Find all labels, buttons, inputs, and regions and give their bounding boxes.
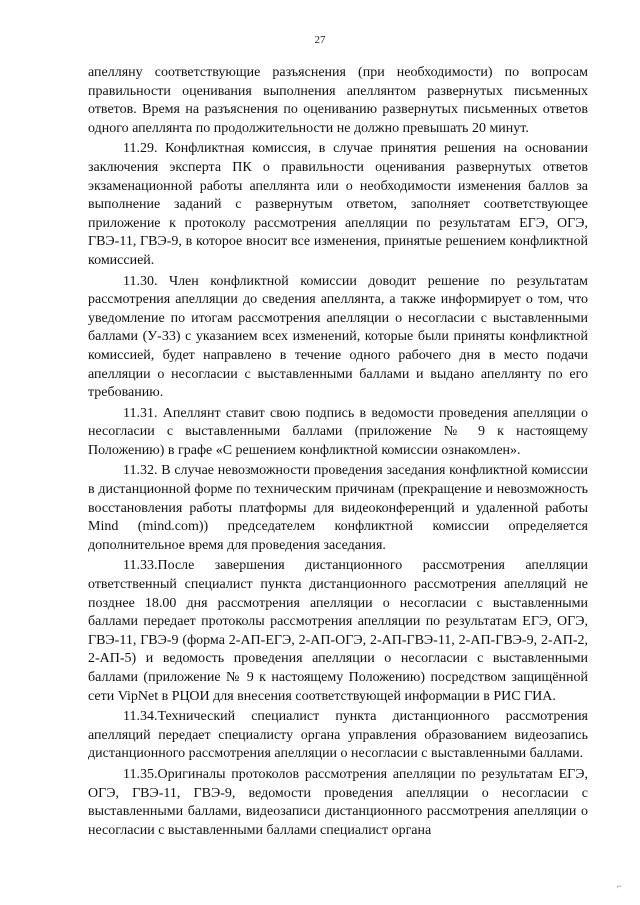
paragraph-11-29: 11.29. Конфликтная комиссия, в случае принятия решения на основании заключения эксперта ПК о правильности оценивания развернутых ответов экзаменационной работы апеллянта или о необходимости изменения баллов за выполнение заданий с развернутым ответом, заполняет соответствующее приложение к протоколу рассмотрения апелляции по результатам ЕГЭ, ОГЭ, ГВЭ-11, ГВЭ-9, в которое вносит все изменения, принятые решением конфликтной комиссией. <box>88 141 588 268</box>
paragraph-11-32: 11.32. В случае невозможности проведения заседания конфликтной комиссии в дистанционной форме по техническим причинам (прекращение и невозможность восстановления работы платформы для видеоконференций и удаленной работы Mind (mind.com)) председателем конфликтной комиссии определяется дополнительное время для проведения заседания. <box>88 463 588 553</box>
document-body <box>88 64 588 840</box>
page-number: 27 <box>314 34 326 46</box>
paragraph-11-30: 11.30. Член конфликтной комиссии доводит решение по результатам рассмотрения апелляции до сведения апеллянта, а также информирует о том, что уведомление по итогам рассмотрения апелляции о несогласии с выставленными баллами (У-33) с указанием всех изменений, которые были приняты конфликтной комиссией, будет направлено в течение одного рабочего дня в место подачи апелляции о несогласии с выставленными баллами и выдано апеллянту по его требованию. <box>88 273 588 401</box>
paragraph-11-33: 11.33.После завершения дистанционного рассмотрения апелляции ответственный специалист пункта дистанционного рассмотрения апелляций не позднее 18.00 дня рассмотрения апелляции о несогласии с выставленными баллами передает протоколы рассмотрения апелляции по результатам ЕГЭ, ОГЭ, ГВЭ-11, ГВЭ-9 (форма 2-АП-ЕГЭ, 2-АП-ОГЭ, 2-АП-ГВЭ-11, 2-АП-ГВЭ-9, 2-АП-2, 2-АП-5) и ведомость проведения апелляции о несогласии с выставленными баллами (приложение № 9 к настоящему Положению) посредством защищённой сети VipNet в РЦОИ для внесения соответствующей информации в РИС ГИА. <box>88 558 588 704</box>
paragraph-11-35: 11.35.Оригиналы протоколов рассмотрения апелляции по результатам ЕГЭ, ОГЭ, ГВЭ-11, ГВЭ-9, ведомости проведения апелляции о несогласии с выставленными баллами, видеозаписи дистанционного рассмотрения апелляции о несогласии с выставленными баллами специалист органа <box>88 766 588 838</box>
scan-mark: ⌐ <box>616 881 622 891</box>
paragraph-continuation: апелляну соответствующие разъяснения (при необходимости) по вопросам правильности оценивания выполнения апеллянтом развернутых письменных ответов. Время на разъяснения по оцениванию развернутых письменных ответов одного апеллянта по продолжительности не должно превышать 20 минут. <box>88 65 588 136</box>
paragraph-11-34: 11.34.Технический специалист пункта дистанционного рассмотрения апелляций передает специалисту органа управления образованием видеозапись дистанционного рассмотрения апелляции о несогласии с выставленными баллами. <box>88 709 588 762</box>
paragraph-11-31: 11.31. Апеллянт ставит свою подпись в ведомости проведения апелляции о несогласии с выставленными баллами (приложение № 9 к настоящему Положению) в графе «С решением конфликтной комиссии ознакомлен». <box>88 405 588 458</box>
